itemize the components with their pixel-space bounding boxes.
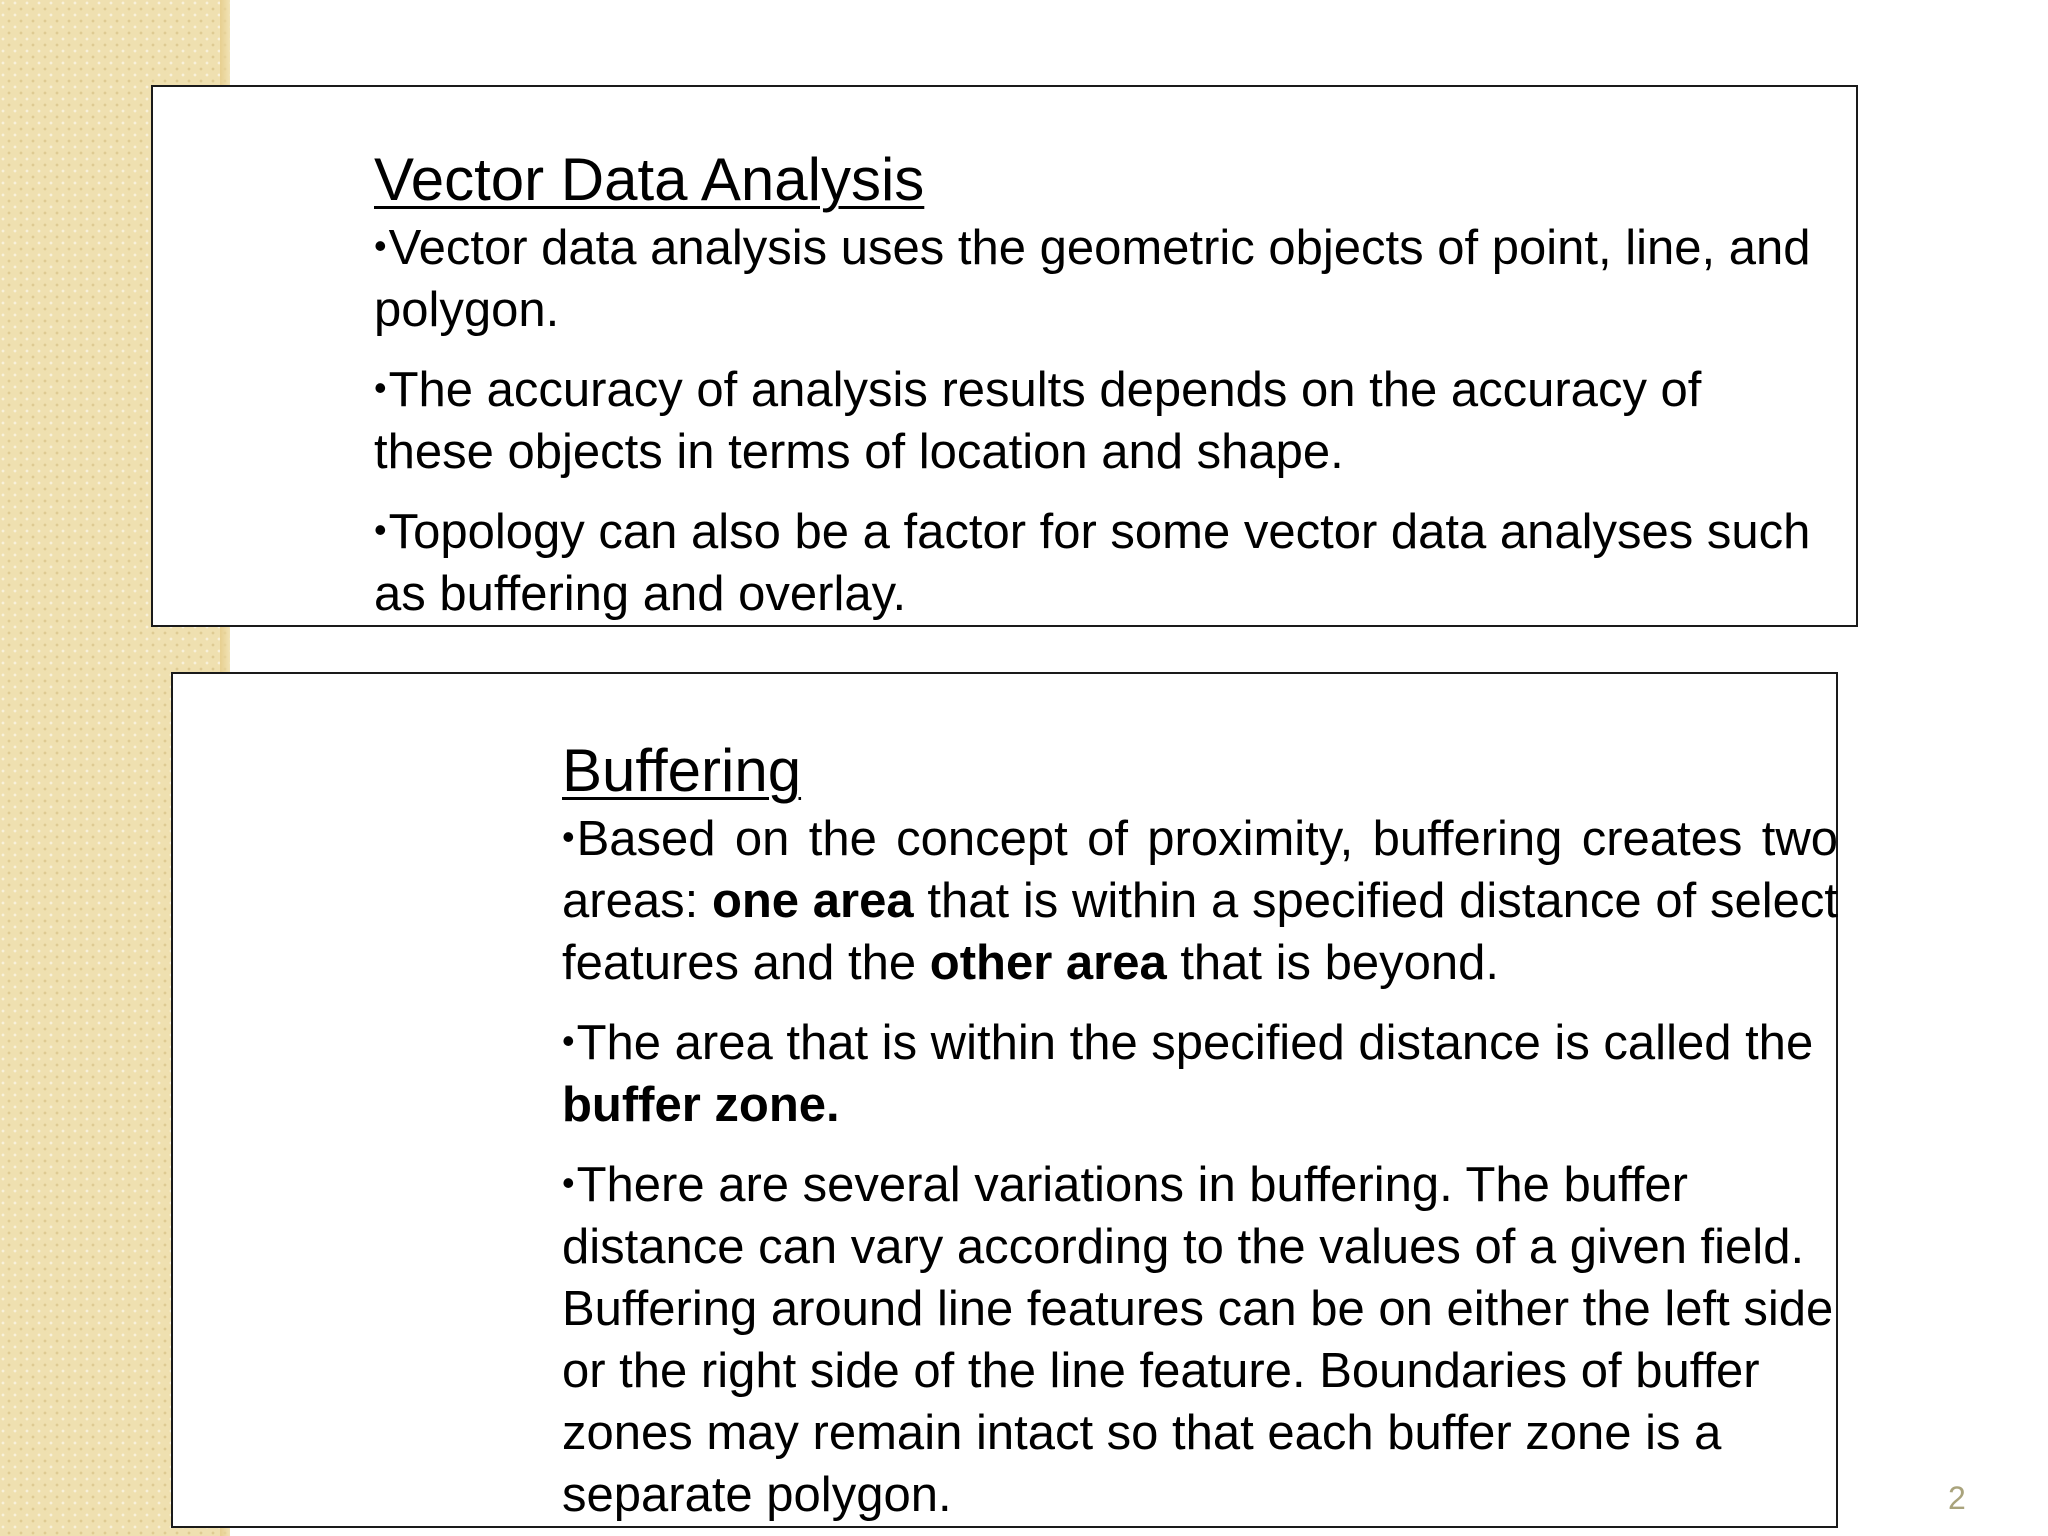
bullet-icon: •	[374, 509, 387, 550]
buffering-bullet-1	[562, 806, 1838, 994]
buffering-title: Buffering	[562, 737, 802, 804]
vector-bullet-1	[374, 215, 1814, 341]
vector-bullet-3	[374, 499, 1814, 625]
bullet-icon: •	[374, 367, 387, 408]
buffering-bullet-3	[562, 1152, 1838, 1526]
vector-bullet-1-text: Vector data analysis uses the geometric objects of point, line, and polygon.	[374, 221, 1811, 337]
bullet-icon: •	[562, 816, 575, 857]
buffering-bullet-1-bold2: other area	[929, 936, 1167, 990]
buffering-bullet-1-part1: Based on the concept of proximity, buffering creates two areas:	[562, 812, 1838, 928]
bullet-icon: •	[374, 225, 387, 266]
buffering-bullet-1-part3: that is beyond.	[1166, 936, 1500, 990]
buffering-bullet-3-text: There are several variations in buffering. The buffer distance can vary according to the values of a given field. Buffering around line features can be on either the left side or the right side of the line feature. Boundaries of buffer zones may remain intact so that each buffer zone is a separate polygon.	[562, 1158, 1834, 1522]
buffering-bullet-2-bold1: buffer zone.	[562, 1078, 840, 1132]
vector-analysis-title: Vector Data Analysis	[374, 146, 925, 213]
bullet-icon: •	[562, 1020, 575, 1061]
vector-bullet-2	[374, 357, 1814, 483]
buffering-bullet-2	[562, 1010, 1838, 1136]
buffering-bullet-1-bold1: one area	[711, 874, 914, 928]
buffering-bullet-2-part1: The area that is within the specified distance is called the	[576, 1016, 1814, 1070]
vector-bullet-3-text: Topology can also be a factor for some vector data analyses such as buffering and overlay.	[374, 505, 1811, 621]
buffering-content	[562, 736, 1838, 1536]
page-number: 2	[1948, 1480, 1966, 1516]
bullet-icon: •	[562, 1162, 575, 1203]
vector-bullet-2-text: The accuracy of analysis results depends on the accuracy of these objects in terms of location and shape.	[374, 363, 1702, 479]
vector-analysis-content	[374, 145, 1814, 641]
buffering-bullet-1-part2: that is within a specified distance of select features and the	[562, 874, 1838, 990]
